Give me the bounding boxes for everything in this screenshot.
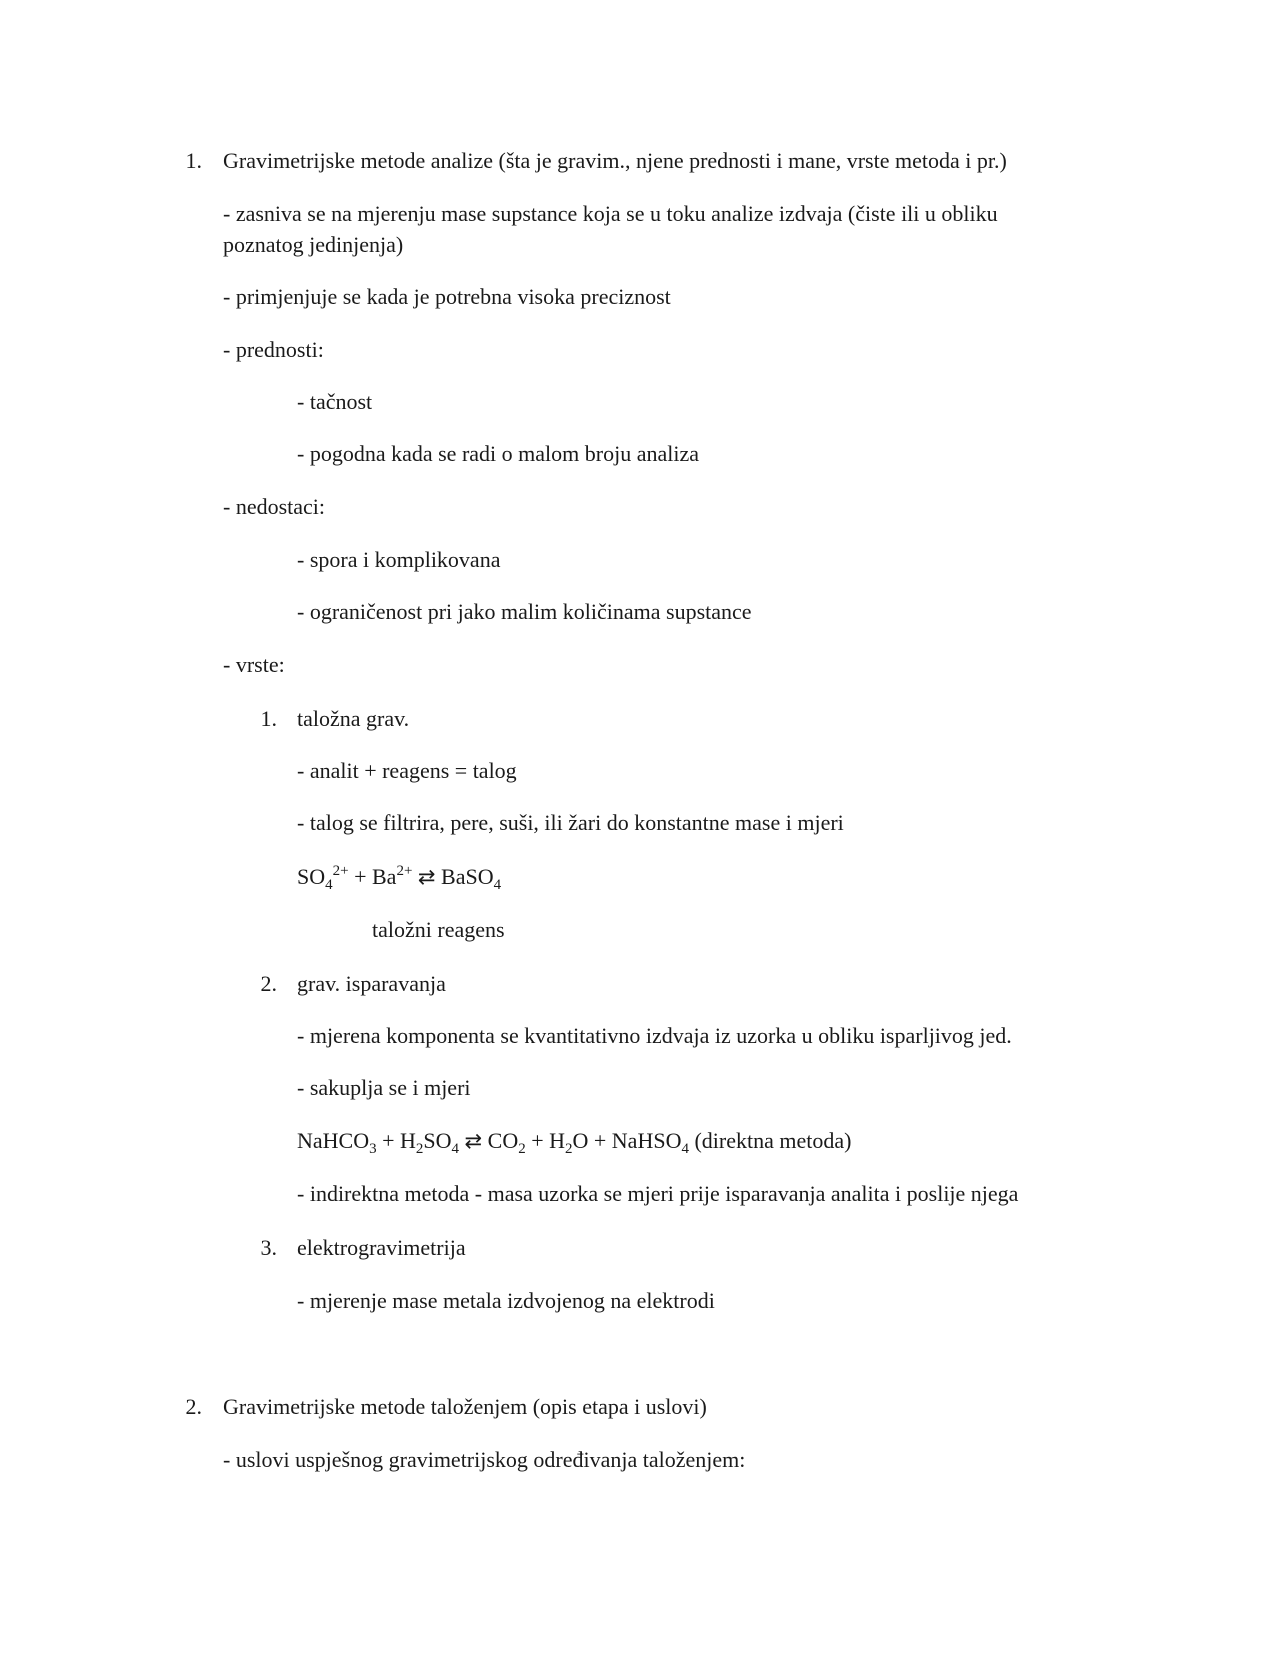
section-1-title: Gravimetrijske metode analize (šta je gravim., njene prednosti i mane, vrste metoda i pr.) [223, 148, 1007, 173]
equilibrium-arrow-icon: ⇄ [417, 865, 436, 889]
equation-nahco3: NaHCO$_3$ + $H_2SO_4$ ⇄ $CO_2 + H_2O$ + NaHSO$_4$ (direktna metoda) [297, 1128, 852, 1157]
s1-paragraph-1b: poznatog jedinjenja) [223, 232, 404, 257]
vrsta-1-line-1: - analit + reagens = talog [297, 758, 517, 783]
vrsta-1-note: taložni reagens [372, 917, 505, 942]
vrsta-1-line-2: - talog se filtrira, pere, suši, ili žari do konstantne mase i mjeri [297, 810, 844, 835]
vrsta-3-line-1: - mjerenje mase metala izdvojenog na elektrodi [297, 1288, 715, 1313]
s1-paragraph-1a: - zasniva se na mjerenju mase supstance koja se u toku analize izdvaja (čiste ili u obliku [223, 201, 998, 226]
vrsta-number-1: 1. [260, 706, 277, 731]
vrste-label: - vrste: [223, 652, 285, 677]
section-2-title: Gravimetrijske metode taloženjem (opis etapa i uslovi) [223, 1394, 707, 1419]
nedostatak-item-1: - spora i komplikovana [297, 547, 501, 572]
s2-paragraph-1: - uslovi uspješnog gravimetrijskog određivanja taloženjem: [223, 1447, 746, 1472]
vrsta-2-title: grav. isparavanja [297, 971, 446, 996]
vrsta-3-title: elektrogravimetrija [297, 1235, 466, 1260]
vrsta-2-line-3: - indirektna metoda - masa uzorka se mjeri prije isparavanja analita i poslije njega [297, 1181, 1019, 1206]
list-number-1: 1. [185, 148, 202, 173]
list-number-2: 2. [185, 1394, 202, 1419]
vrsta-2-line-2: - sakuplja se i mjeri [297, 1075, 471, 1100]
prednosti-label: - prednosti: [223, 337, 324, 362]
equation-baso4: $SO_4^{2+} + Ba^{2+}$ ⇄ BaSO$_4$ [297, 863, 502, 893]
vrsta-number-3: 3. [260, 1235, 277, 1260]
nedostatak-item-2: - ograničenost pri jako malim količinama supstance [297, 599, 752, 624]
prednost-item-1: - tačnost [297, 389, 373, 414]
vrsta-1-title: taložna grav. [297, 706, 410, 731]
vrsta-2-line-1: - mjerena komponenta se kvantitativno izdvaja iz uzorka u obliku isparljivog jed. [297, 1023, 1012, 1048]
equilibrium-arrow-icon: ⇄ [464, 1129, 483, 1153]
vrsta-number-2: 2. [260, 971, 277, 996]
prednost-item-2: - pogodna kada se radi o malom broju analiza [297, 441, 699, 466]
nedostaci-label: - nedostaci: [223, 494, 326, 519]
s1-paragraph-2: - primjenjuje se kada je potrebna visoka preciznost [223, 284, 671, 309]
